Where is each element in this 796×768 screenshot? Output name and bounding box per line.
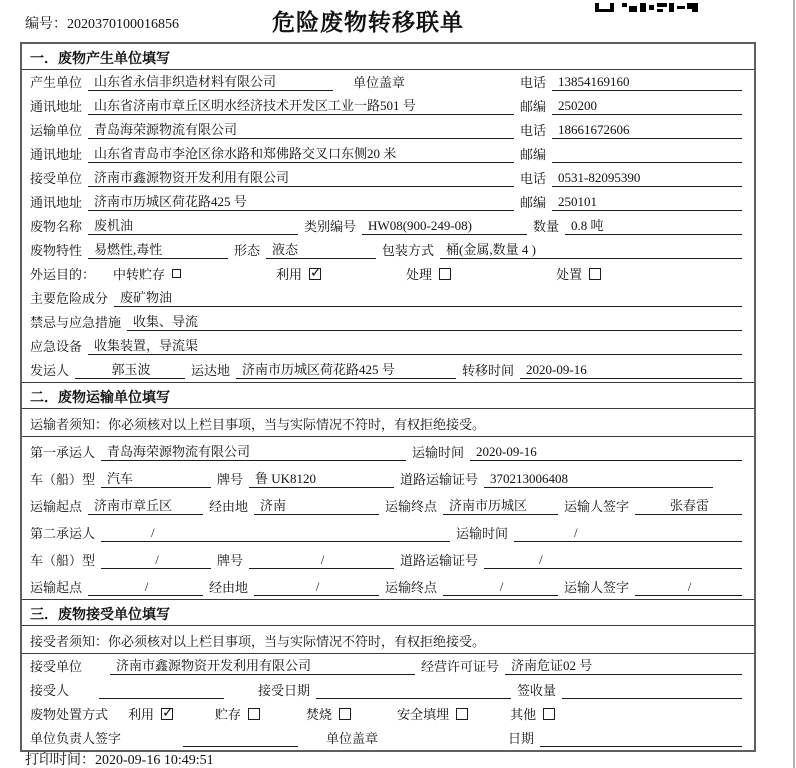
disposal-option: [397, 704, 468, 723]
receiver-address-row: [22, 190, 754, 214]
address-value: 济南市历城区荷花路425 号: [88, 191, 514, 211]
address-value: 山东省青岛市李沧区徐水路和郑佛路交叉口东侧20 米: [88, 143, 514, 163]
unit-seal-label: 单位盖章: [326, 731, 379, 746]
checkbox-icon: [161, 708, 173, 720]
quantity-label: 数量: [533, 219, 560, 234]
option-label: 安全填埋: [397, 707, 450, 722]
transporter-label: 运输单位: [30, 123, 83, 138]
shipper-value: 郭玉波: [75, 359, 185, 379]
producer-value: 山东省永信非织造材料有限公司: [88, 71, 333, 91]
plate-label: 牌号: [217, 553, 244, 568]
option-label: 中转贮存: [113, 267, 166, 282]
receive-unit-value: 济南市鑫源物资开发利用有限公司: [110, 655, 415, 675]
vehicle-type-value: /: [101, 552, 211, 569]
address-label: 通讯地址: [30, 99, 83, 114]
purpose-row: [22, 262, 754, 286]
route-end-label: 运输终点: [385, 580, 438, 595]
transport-time-value: 2020-09-16: [470, 444, 742, 461]
accept-date-label: 接受日期: [258, 683, 311, 698]
route-via-value: /: [254, 579, 379, 596]
zip-label: 邮编: [519, 99, 546, 114]
phone-value: 0531-82095390: [552, 170, 742, 187]
receiver-label: 接受单位: [30, 171, 83, 186]
waste-props-row: [22, 238, 754, 262]
route2-row: [22, 572, 754, 599]
shipper-label: 发运人: [30, 363, 70, 378]
acceptor-row: [22, 678, 754, 702]
vehicle1-row: [22, 464, 754, 491]
option-label: 其他: [510, 707, 537, 722]
vehicle-type-label: 车（船）型: [30, 472, 96, 487]
disposal-option: [215, 704, 260, 723]
producer-address-row: [22, 94, 754, 118]
print-time-value: 2020-09-16 10:49:51: [95, 753, 214, 768]
serial-label: 编号：: [25, 17, 67, 32]
equipment-row: [22, 334, 754, 358]
checkbox-icon: [339, 708, 351, 720]
road-license-value: 370213006408: [484, 471, 713, 488]
producer-row: [22, 70, 754, 94]
transporter-notice: 运输者须知：你必须核对以上栏目事项，当与实际情况不符时，有权拒绝接受。: [22, 409, 754, 437]
transport-time-label: 运输时间: [456, 526, 509, 541]
checkbox-icon: [439, 268, 451, 280]
phone-label: 电话: [519, 171, 546, 186]
received-qty-value: [562, 683, 742, 699]
category-value: HW08(900-249-08): [362, 218, 527, 235]
address-label: 通讯地址: [30, 147, 83, 162]
transporter-address-row: [22, 142, 754, 166]
carrier2-row: [22, 518, 754, 545]
option-label: 焚烧: [306, 707, 333, 722]
phone-value: 13854169160: [552, 74, 742, 91]
disposal-row: [22, 702, 754, 726]
purpose-option: [406, 264, 451, 283]
transfer-time-label: 转移时间: [462, 363, 515, 378]
carrier2-label: 第二承运人: [30, 526, 96, 541]
accept-date-value: [316, 683, 511, 699]
equipment-value: 收集装置，导流渠: [88, 335, 742, 355]
disposal-option: [306, 704, 351, 723]
waste-name-row: [22, 214, 754, 238]
transport-time-label: 运输时间: [412, 445, 465, 460]
zip-value: 250101: [552, 194, 742, 211]
permit-value: 济南危证02 号: [505, 655, 742, 675]
section2-header: 二．废物运输单位填写: [22, 382, 754, 409]
received-qty-label: 签收量: [516, 683, 556, 698]
plate-value: 鲁 UK8120: [249, 468, 394, 488]
form-value: 液态: [266, 239, 376, 259]
signature-row: [22, 726, 754, 750]
receiver-notice: 接受者须知：你必须核对以上栏目事项，当与实际情况不符时，有权拒绝接受。: [22, 626, 754, 654]
option-label: 处理: [406, 267, 433, 282]
qr-code-fragment-icon: [595, 0, 700, 18]
road-license-value: /: [484, 552, 742, 569]
zip-value: [552, 147, 742, 163]
road-license-label: 道路运输证号: [400, 472, 479, 487]
disposal-option: [128, 704, 173, 723]
waste-name-label: 废物名称: [30, 219, 83, 234]
hazard-value: 废矿物油: [114, 287, 742, 307]
document-header: [0, 0, 796, 42]
zip-label: 邮编: [519, 147, 546, 162]
quantity-value: 0.8 吨: [565, 215, 742, 235]
route-end-value: /: [443, 579, 558, 596]
vehicle-type-value: 汽车: [101, 468, 211, 488]
phone-label: 电话: [519, 123, 546, 138]
route-start-label: 运输起点: [30, 499, 83, 514]
carrier-sign-label: 运输人签字: [564, 580, 630, 595]
receiver-value: 济南市鑫源物资开发利用有限公司: [88, 167, 514, 187]
checkbox-icon: [309, 268, 321, 280]
seal-label: 单位盖章: [353, 75, 406, 90]
route-end-value: 济南市历城区: [443, 495, 558, 515]
receiver-row: [22, 166, 754, 190]
acceptor-label: 接受人: [30, 683, 70, 698]
purpose-option: [276, 264, 321, 283]
serial-value: 2020370100016856: [67, 17, 179, 32]
phone-value: 18661672606: [552, 122, 742, 139]
carrier2-value: /: [101, 525, 450, 542]
form-label: 形态: [234, 243, 261, 258]
checkbox-icon: [589, 268, 601, 280]
packaging-label: 包装方式: [382, 243, 435, 258]
route-start-value: /: [88, 579, 203, 596]
purpose-option: [113, 264, 181, 283]
acceptor-value: [99, 683, 224, 699]
carrier-sign-label: 运输人签字: [564, 499, 630, 514]
purpose-option: [556, 264, 601, 283]
measures-value: 收集、导流: [127, 311, 742, 331]
checkbox-icon: [172, 269, 181, 278]
transporter-value: 青岛海荣源物流有限公司: [88, 119, 514, 139]
carrier1-label: 第一承运人: [30, 445, 96, 460]
date-value: [540, 731, 742, 747]
waste-props-value: 易燃性,毒性: [88, 239, 228, 259]
producer-label: 产生单位: [30, 75, 83, 90]
date-label: 日期: [508, 731, 535, 746]
measures-row: [22, 310, 754, 334]
carrier1-row: [22, 437, 754, 464]
zip-label: 邮编: [519, 195, 546, 210]
responsible-sign-label: 单位负责人签字: [30, 731, 122, 746]
transfer-form: [20, 42, 756, 752]
route-via-label: 经由地: [209, 580, 249, 595]
route-via-value: 济南: [254, 495, 379, 515]
route-start-value: 济南市章丘区: [88, 495, 203, 515]
route-end-label: 运输终点: [385, 499, 438, 514]
vehicle-type-label: 车（船）型: [30, 553, 96, 568]
waste-name-value: 废机油: [88, 215, 298, 235]
option-label: 处置: [556, 267, 583, 282]
transfer-time-value: 2020-09-16: [520, 362, 742, 379]
checkbox-icon: [456, 708, 468, 720]
destination-label: 运达地: [191, 363, 231, 378]
equipment-label: 应急设备: [30, 339, 83, 354]
disposal-option: [510, 704, 555, 723]
packaging-value: 桶(金属,数量 4 ): [440, 239, 742, 259]
carrier-sign-value: /: [635, 579, 742, 596]
section3-header: 三．废物接受单位填写: [22, 599, 754, 626]
carrier-sign-value: 张春雷: [635, 495, 742, 515]
option-label: 利用: [276, 267, 303, 282]
section1-header: 一．废物产生单位填写: [22, 44, 754, 70]
page-title: 危险废物转移联单: [272, 10, 464, 35]
page-right-edge: [793, 0, 795, 768]
route-via-label: 经由地: [209, 499, 249, 514]
measures-label: 禁忌与应急措施: [30, 315, 122, 330]
address-label: 通讯地址: [30, 195, 83, 210]
shipper-row: [22, 358, 754, 382]
route1-row: [22, 491, 754, 518]
hazard-row: [22, 286, 754, 310]
waste-props-label: 废物特性: [30, 243, 83, 258]
carrier1-value: 青岛海荣源物流有限公司: [101, 441, 406, 461]
transport-time-value: /: [514, 525, 742, 542]
checkbox-icon: [248, 708, 260, 720]
print-time-label: 打印时间：: [25, 753, 95, 768]
responsible-sign-value: [183, 731, 298, 747]
road-license-label: 道路运输证号: [400, 553, 479, 568]
destination-value: 济南市历城区荷花路425 号: [236, 359, 456, 379]
route-start-label: 运输起点: [30, 580, 83, 595]
plate-label: 牌号: [217, 472, 244, 487]
receive-unit-row: [22, 654, 754, 678]
category-label: 类别编号: [304, 219, 357, 234]
print-time: [25, 749, 214, 768]
transporter-row: [22, 118, 754, 142]
checkbox-icon: [543, 708, 555, 720]
purpose-label: 外运目的：: [30, 267, 96, 282]
phone-label: 电话: [519, 75, 546, 90]
disposal-label: 废物处置方式: [30, 707, 109, 722]
vehicle2-row: [22, 545, 754, 572]
option-label: 利用: [128, 707, 155, 722]
permit-label: 经营许可证号: [421, 659, 500, 674]
receive-unit-label: 接受单位: [30, 659, 83, 674]
hazard-label: 主要危险成分: [30, 291, 109, 306]
address-value: 山东省济南市章丘区明水经济技术开发区工业一路501 号: [88, 95, 514, 115]
plate-value: /: [249, 552, 394, 569]
zip-value: 250200: [552, 98, 742, 115]
option-label: 贮存: [215, 707, 242, 722]
